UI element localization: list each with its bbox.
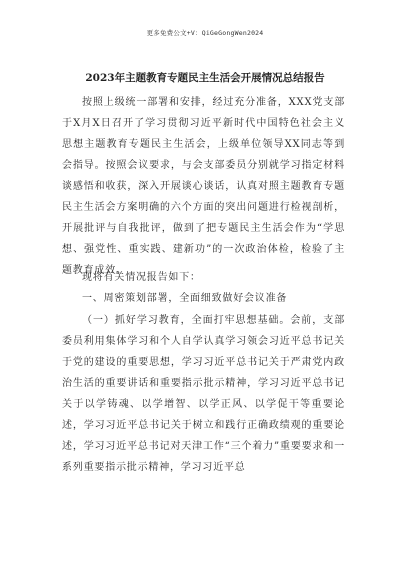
paragraph-report-intro: 现将有关情况报告如下： <box>82 272 201 283</box>
header-note: 更多免费公文+V：QiGeGongWen2024 <box>146 29 264 37</box>
section-heading-1: 一、周密策划部署，全面细致做好会议准备 <box>82 293 288 304</box>
paragraph-study-education: （一）抓好学习教育，全面打牢思想基础。会前，支部委员利用集体学习和个人自学认真学习领会习近平总书记关于党的建设的重要思想，学习习近平总书记关于严肃党内政治生活的重要讲话和重要指示批示精神，学习习近平总书记关于以学铸魂、以学增智、以学正风、以学促干等重要论述，学习习近平总书记关于树立和践行正确政绩观的重要论述，学习习近平总书记对天津工作“三个着力”重要要求和一系列重要指示批示精神，学习习近平总 <box>62 315 345 473</box>
paragraph-intro: 按照上级统一部署和安排，经过充分准备，XXX党支部于X月X日召开了学习贯彻习近平新时代中国特色社会主义思想主题教育专题民主生活会，上级单位领导XX同志等到会指导。按照会议要求，与会支部委员分别就学习指定材料谈感悟和收获，深入开展谈心谈话，认真对照主题教育专题民主生活会方案明确的六个方面的突出问题进行检视剖析，开展批评与自我批评，做到了把专题民主生活会作为“学思想、强党性、重实践、建新功”的一次政治体检，检验了主题教育成效。 <box>62 97 345 276</box>
document-title: 2023年主题教育专题民主生活会开展情况总结报告 <box>85 72 325 84</box>
